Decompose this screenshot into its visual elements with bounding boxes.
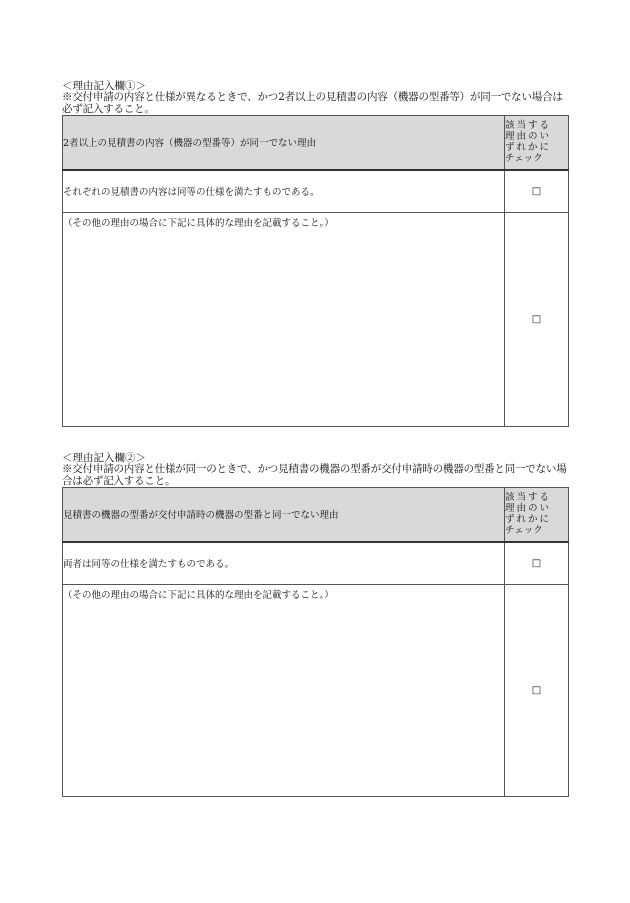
section-2-note: ※交付申請の内容と仕様が同一のときで、かつ見積書の機器の型番が交付申請時の機器の型番と同一でない場合は必ず記入すること。	[62, 463, 567, 487]
section-1-note: ※交付申請の内容と仕様が異なるときで、かつ2者以上の見積書の内容（機器の型番等）が同一でない場合は必ず記入すること。	[62, 91, 563, 115]
table-2-check-header: 該当する 理由のい ずれかに チェック	[505, 488, 569, 542]
table-2-row-2-checkbox[interactable]: □	[505, 585, 569, 797]
table-2-row-1-reason: 両者は同等の仕様を満たすものである。	[63, 542, 505, 585]
section-2-heading: ＜理由記入欄②＞	[62, 452, 146, 464]
reason-table-1	[62, 115, 569, 427]
reason-table-2	[62, 487, 569, 797]
table-1-reason-header: 2者以上の見積書の内容（機器の型番等）が同一でない理由	[63, 116, 505, 170]
table-1-row-2-checkbox[interactable]: □	[505, 213, 569, 427]
table-1-row-1-reason: それぞれの見積書の内容は同等の仕様を満たすものである。	[63, 170, 505, 213]
reason-section-2	[62, 452, 568, 797]
table-1-check-header: 該当する 理由のい ずれかに チェック	[505, 116, 569, 170]
table-1-row-1-checkbox[interactable]: □	[505, 170, 569, 213]
section-1-heading: ＜理由記入欄①＞	[62, 80, 146, 92]
table-2-row-1-checkbox[interactable]: □	[505, 542, 569, 585]
table-1-row-2-reason[interactable]: （その他の理由の場合に下記に具体的な理由を記載すること。）	[63, 213, 505, 427]
table-2-reason-header: 見積書の機器の型番が交付申請時の機器の型番と同一でない理由	[63, 488, 505, 542]
table-2-row-2-reason[interactable]: （その他の理由の場合に下記に具体的な理由を記載すること。）	[63, 585, 505, 797]
reason-section-1	[62, 80, 568, 427]
